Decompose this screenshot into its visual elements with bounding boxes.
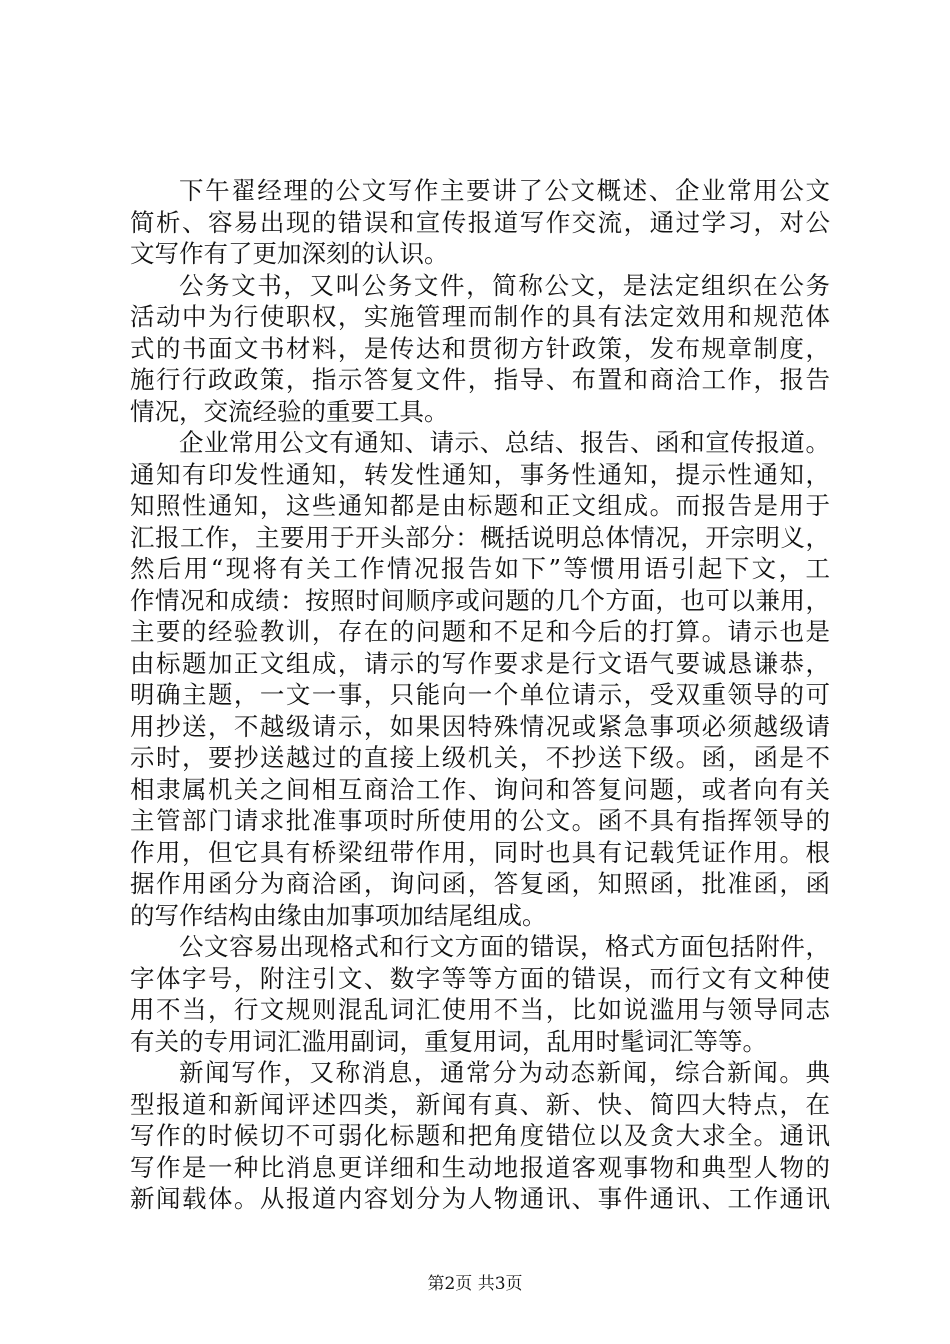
- paragraph-3-line-5: 然后用“现将有关工作情况报告如下”等惯用语引起下文，工: [130, 554, 830, 583]
- paragraph-4-line-2: 字体字号，附注引文、数字等等方面的错误，而行文有文种使: [130, 963, 830, 993]
- page-number-footer: 第2页 共3页: [427, 1274, 523, 1294]
- paragraph-3-line-3: 知照性通知，这些通知都是由标题和正文组成。而报告是用于: [130, 491, 830, 520]
- paragraph-3-line-14: 作用，但它具有桥梁纽带作用，同时也具有记载凭证作用。根: [130, 837, 830, 867]
- paragraph-3-line-7: 主要的经验教训，存在的问题和不足和今后的打算。请示也是: [130, 617, 830, 646]
- paragraph-1-line-3: 文写作有了更加深刻的认识。: [130, 239, 449, 268]
- paragraph-3-line-11: 示时，要抄送越过的直接上级机关，不抄送下级。函，函是不: [130, 743, 830, 772]
- paragraph-5-line-2: 型报道和新闻评述四类，新闻有真、新、快、简四大特点，在: [130, 1089, 830, 1119]
- document-body: [130, 175, 830, 1215]
- paragraph-3-line-4: 汇报工作，主要用于开头部分：概括说明总体情况，开宗明义，: [130, 522, 830, 552]
- paragraph-3-line-12: 相隶属机关之间相互商洽工作、询问和答复问题，或者向有关: [130, 774, 830, 804]
- paragraph-5-line-5: 新闻载体。从报道内容划分为人物通讯、事件通讯、工作通讯: [130, 1184, 830, 1213]
- paragraph-3-line-9: 明确主题，一文一事，只能向一个单位请示，受双重领导的可: [130, 680, 830, 709]
- paragraph-5-line-1: 新闻写作，又称消息，通常分为动态新闻，综合新闻。典: [179, 1058, 830, 1087]
- paragraph-2-line-3: 式的书面文书材料，是传达和贯彻方针政策，发布规章制度，: [130, 333, 830, 363]
- paragraph-3-line-16: 的写作结构由缘由加事项加结尾组成。: [130, 900, 547, 930]
- paragraph-3-line-13: 主管部门请求批准事项时所使用的公文。函不具有指挥领导的: [130, 806, 830, 835]
- paragraph-4-line-4: 有关的专用词汇滥用副词，重复用词，乱用时髦词汇等等。: [130, 1026, 767, 1056]
- paragraph-2-line-2: 活动中为行使职权，实施管理而制作的具有法定效用和规范体: [130, 302, 830, 331]
- paragraph-4-line-3: 用不当，行文规则混乱词汇使用不当，比如说滥用与领导同志: [130, 995, 830, 1024]
- paragraph-3-line-1: 企业常用公文有通知、请示、总结、报告、函和宣传报道。: [179, 428, 830, 457]
- paragraph-3-line-15: 据作用函分为商洽函，询问函，答复函，知照函，批准函，函: [130, 869, 830, 898]
- paragraph-1-line-2: 简析、容易出现的错误和宣传报道写作交流，通过学习，对公: [130, 207, 830, 237]
- paragraph-1-line-1: 下午翟经理的公文写作主要讲了公文概述、企业常用公文: [179, 176, 830, 205]
- paragraph-2-line-4: 施行行政政策，指示答复文件，指导、布置和商洽工作，报告: [130, 365, 830, 394]
- paragraph-3-line-10: 用抄送，不越级请示，如果因特殊情况或紧急事项必须越级请: [130, 711, 830, 741]
- paragraph-2-line-5: 情况，交流经验的重要工具。: [130, 396, 449, 426]
- paragraph-3-line-6: 作情况和成绩：按照时间顺序或问题的几个方面，也可以兼用，: [130, 585, 830, 615]
- paragraph-3-line-8: 由标题加正文组成，请示的写作要求是行文语气要诚恳谦恭，: [130, 648, 830, 678]
- paragraph-5-line-3: 写作的时候切不可弱化标题和把角度错位以及贪大求全。通讯: [130, 1121, 830, 1150]
- paragraph-5-line-4: 写作是一种比消息更详细和生动地报道客观事物和典型人物的: [130, 1152, 830, 1182]
- paragraph-4-line-1: 公文容易出现格式和行文方面的错误，格式方面包括附件，: [179, 932, 830, 961]
- paragraph-3-line-2: 通知有印发性通知，转发性通知，事务性通知，提示性通知，: [130, 459, 830, 489]
- paragraph-2-line-1: 公务文书，又叫公务文件，简称公文，是法定组织在公务: [179, 270, 830, 300]
